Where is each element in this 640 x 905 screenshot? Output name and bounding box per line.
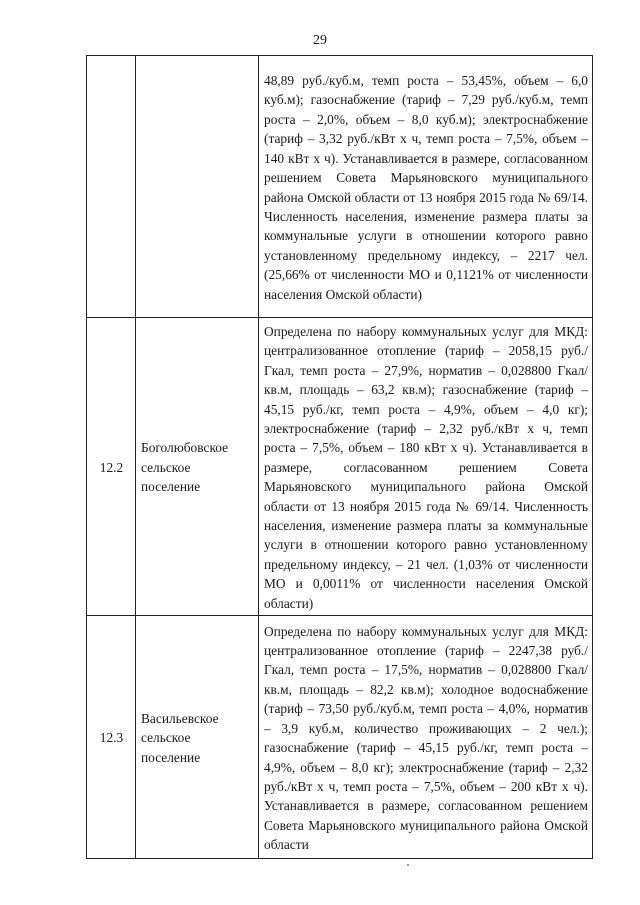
- table-row: [87, 56, 593, 318]
- scan-speck: [407, 864, 409, 866]
- settlement-name-line: поселение: [141, 479, 201, 495]
- tariff-table: [86, 55, 593, 859]
- settlement-name: [136, 56, 259, 318]
- settlement-name-line: сельское: [141, 730, 191, 746]
- page-number: 29: [313, 33, 327, 48]
- row-description: [259, 318, 593, 616]
- row-description: [259, 616, 593, 859]
- settlement-name-line: сельское: [141, 459, 191, 475]
- row-description: [259, 56, 593, 318]
- settlement-name-line: поселение: [141, 749, 201, 765]
- row-number: 12.3: [87, 616, 136, 859]
- row-number: 12.2: [87, 318, 136, 616]
- row-description-text: Определена по набору коммунальных услуг для МКД: централизованное отопление (тариф – 2058,15 руб./Гкал, темп роста – 27,9%, норматив – 0,028800 Гкал/кв.м, площадь – 63,2 кв.м); газоснабжение (тариф – 45,15 руб./кг, темп роста – 4,9%, объем – 4,0 кг); электроснабжение (тариф – 2,32 руб./кВт х ч, темп роста – 7,5%, объем – 180 кВт х ч). Устанавливается в размере, согласованном решением Совета Марьяновского муниципального района Омской области от 13 ноября 2015 года № 69/14. Численность населения, изменение размера платы за коммунальные услуги в отношении которого равно установленному предельному индексу, – 21 чел. (1,03% от численности МО и 0,0011% от численности населения Омской области): [264, 324, 588, 611]
- table-row: [87, 318, 593, 616]
- table-row: [87, 616, 593, 859]
- row-number: [87, 56, 136, 318]
- settlement-name-line: Боголюбовское: [141, 440, 229, 456]
- settlement-name: [136, 616, 259, 859]
- settlement-name-line: Васильевское: [141, 710, 219, 726]
- settlement-name: [136, 318, 259, 616]
- row-description-text: Определена по набору коммунальных услуг для МКД: централизованное отопление (тариф – 2247,38 руб./Гкал, темп роста – 17,5%, норматив – 0,028800 Гкал/кв.м, площадь – 82,2 кв.м); холодное водоснабжение (тариф – 73,50 руб./куб.м, темп роста – 4,0%, норматив – 3,9 куб.м, количество проживающих – 2 чел.); газоснабжение (тариф – 45,15 руб./кг, темп роста – 4,9%, объем – 8,0 кг); электроснабжение (тариф – 2,32 руб./кВт х ч, темп роста – 7,5%, объем – 200 кВт х ч). Устанавливается в размере, согласованном решением Совета Марьяновского муниципального района Омской области: [264, 623, 588, 853]
- row-description-text: 48,89 руб./куб.м, темп роста – 53,45%, объем – 6,0 куб.м); газоснабжение (тариф – 7,29 руб./куб.м, темп роста – 2,0%, объем – 8,0 куб.м); электроснабжение (тариф – 3,32 руб./кВт х ч, темп роста – 7,5%, объем – 140 кВт х ч). Устанавливается в размере, согласованном решением Совета Марьяновского муниципального района Омской области от 13 ноября 2015 года № 69/14. Численность населения, изменение размера платы за коммунальные услуги в отношении которого равно установленному предельному индексу, – 2217 чел. (25,66% от численности МО и 0,1121% от численности населения Омской области): [264, 73, 588, 302]
